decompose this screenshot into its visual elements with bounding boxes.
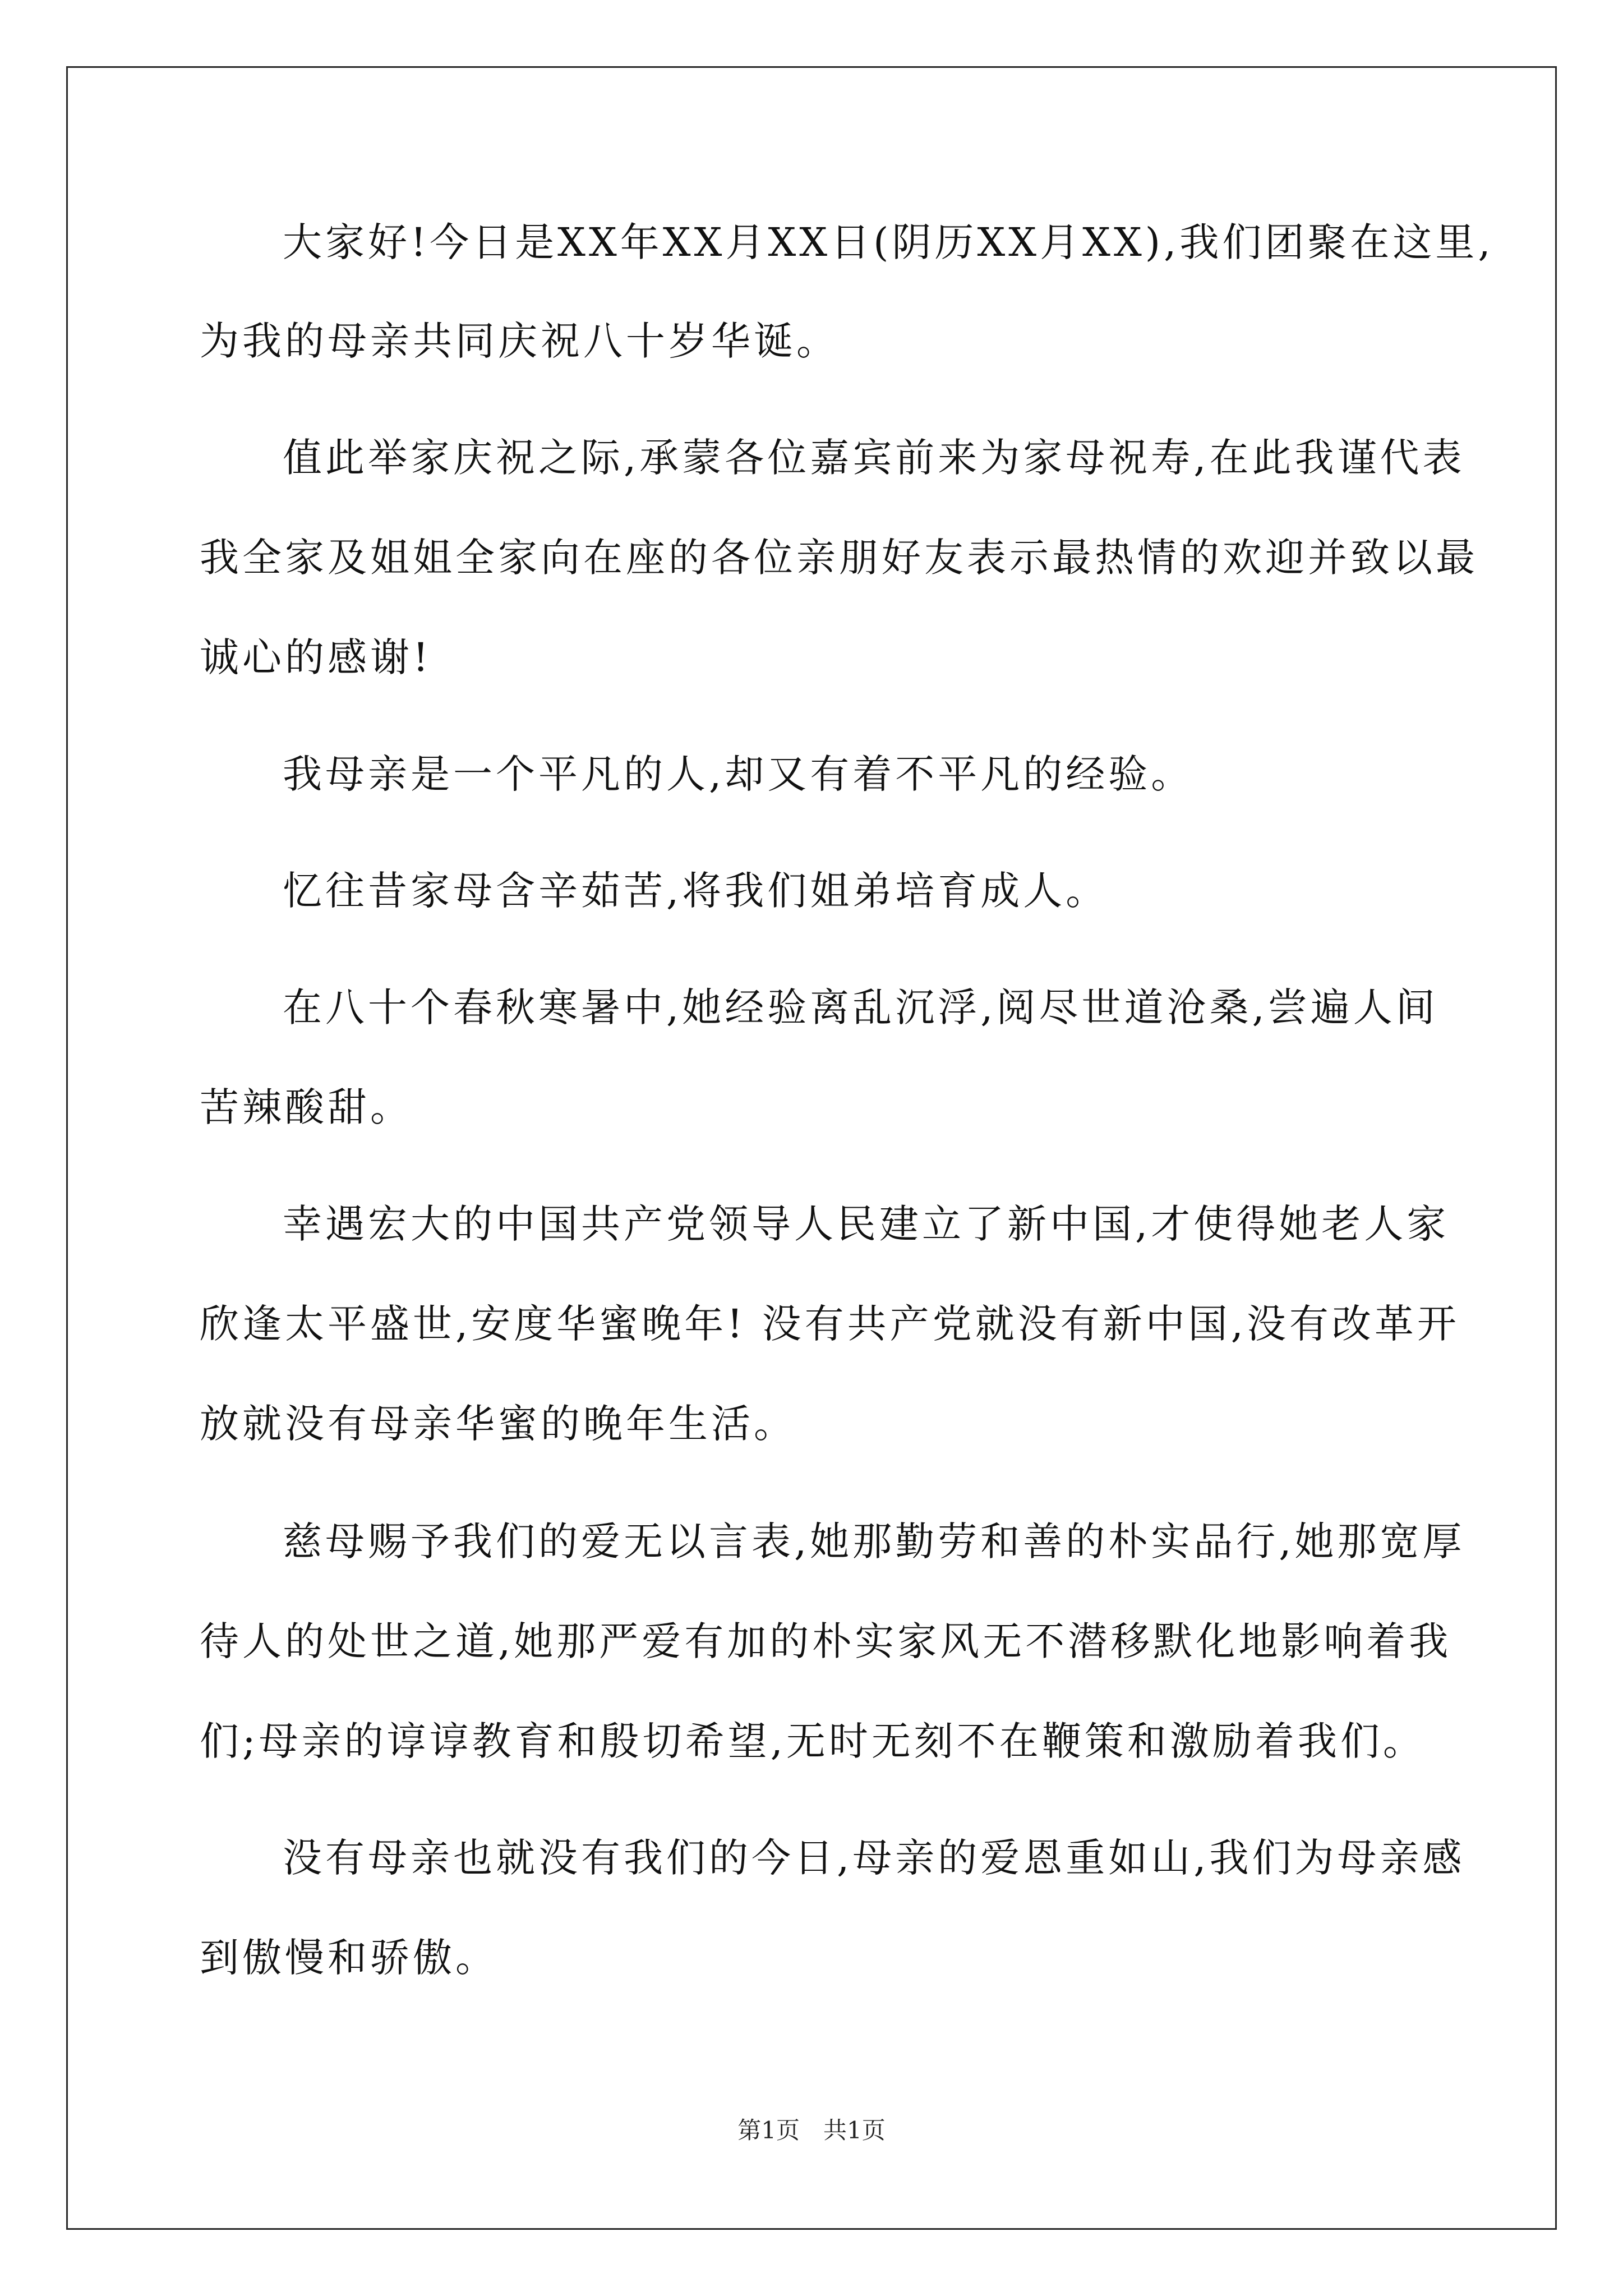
page-number-footer: 第1页 共1页: [737, 2116, 886, 2144]
paragraph-7-line-2: 待人的处世之道,她那严爱有加的朴实家风无不潜移默化地影响着我: [200, 1618, 1452, 1664]
paragraph-6-line-3: 放就没有母亲华蜜的晚年生活。: [200, 1401, 796, 1447]
paragraph-1-line-2: 为我的母亲共同庆祝八十岁华诞。: [200, 318, 839, 364]
paragraph-3-line-1: 我母亲是一个平凡的人,却又有着不平凡的经验。: [283, 751, 1194, 797]
paragraph-2-line-2: 我全家及姐姐全家向在座的各位亲朋好友表示最热情的欢迎并致以最: [200, 535, 1478, 581]
paragraph-7-line-3: 们;母亲的谆谆教育和殷切希望,无时无刻不在鞭策和激励着我们。: [200, 1718, 1426, 1764]
paragraph-1-line-1: 大家好!今日是XX年XX月XX日(阴历XX月XX),我们团聚在这里,: [283, 219, 1494, 265]
paragraph-7-line-1: 慈母赐予我们的爱无以言表,她那勤劳和善的朴实品行,她那宽厚: [283, 1519, 1465, 1565]
paragraph-5-line-2: 苦辣酸甜。: [200, 1084, 413, 1130]
page-border: [66, 66, 1557, 2230]
paragraph-2-line-3: 诚心的感谢!: [200, 634, 432, 680]
paragraph-8-line-2: 到傲慢和骄傲。: [200, 1935, 498, 1981]
paragraph-5-line-1: 在八十个春秋寒暑中,她经验离乱沉浮,阅尽世道沧桑,尝遍人间: [283, 984, 1438, 1030]
paragraph-8-line-1: 没有母亲也就没有我们的今日,母亲的爱恩重如山,我们为母亲感: [283, 1835, 1465, 1881]
paragraph-4-line-1: 忆往昔家母含辛茹苦,将我们姐弟培育成人。: [283, 868, 1109, 914]
paragraph-6-line-1: 幸遇宏大的中国共产党领导人民建立了新中国,才使得她老人家: [283, 1201, 1450, 1247]
paragraph-2-line-1: 值此举家庆祝之际,承蒙各位嘉宾前来为家母祝寿,在此我谨代表: [283, 435, 1465, 481]
paragraph-6-line-2: 欣逢太平盛世,安度华蜜晚年! 没有共产党就没有新中国,没有改革开: [200, 1301, 1460, 1347]
